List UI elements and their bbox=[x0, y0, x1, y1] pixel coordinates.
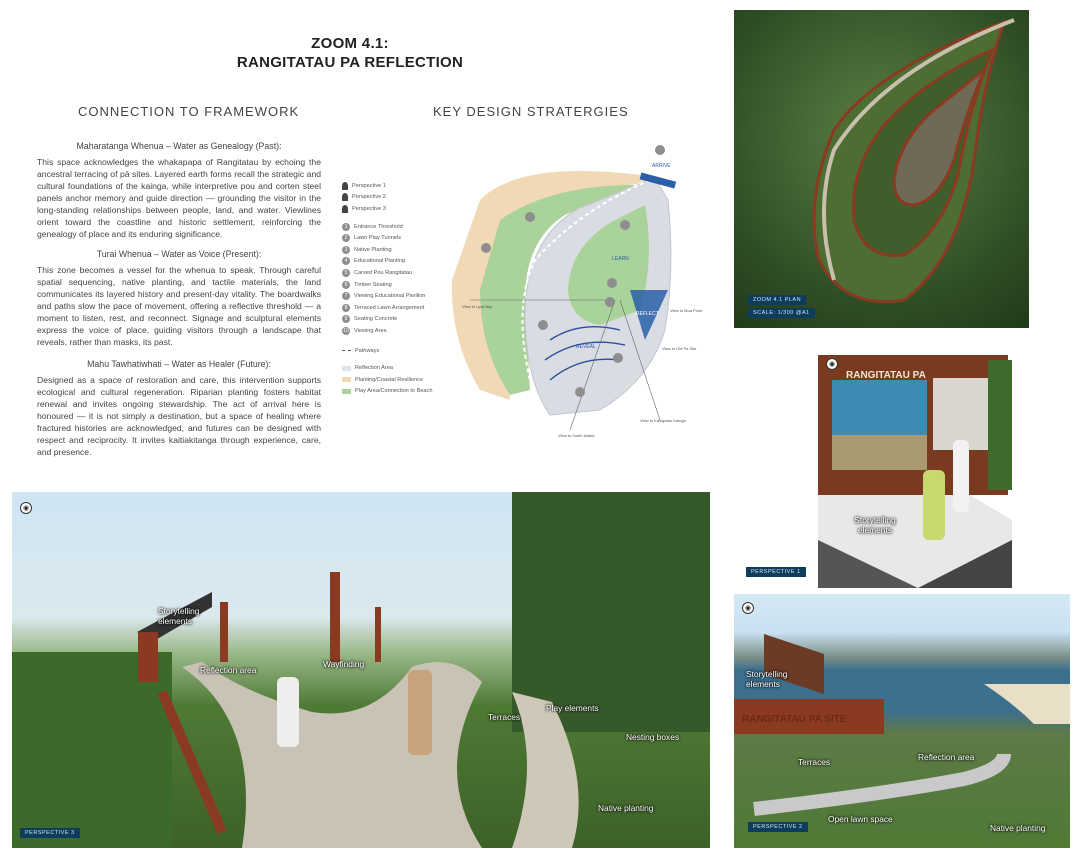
visitor-figure bbox=[277, 677, 299, 747]
legend-item: Pathways bbox=[355, 347, 380, 354]
pou-post bbox=[220, 602, 228, 662]
legend-item: Reflection Area bbox=[355, 365, 393, 372]
play-label: Play elements bbox=[546, 703, 599, 713]
legend-item: Carved Pou Rangitatau bbox=[354, 269, 413, 276]
plan-scale: SCALE: 1/300 @A1 bbox=[748, 308, 815, 318]
camera-icon: ◉ bbox=[742, 602, 754, 614]
section-body: This zone becomes a vessel for the whenua to speak. Through careful spatial sequencing, native planting, and tactile materials, the land communicates its layered history and present-day vitality. The boardwalks and paths slow the pace of movement, offering a reflective threshold — a moment to listen, rest, and reconnect. Signage and sculptural elements express the voice of place, guiding visitors through a landscape that reveals, rather than masks, its past. bbox=[37, 265, 321, 347]
visitor-figure bbox=[923, 470, 945, 540]
swatch bbox=[342, 377, 351, 382]
legend-item: Seating Concrete bbox=[354, 316, 398, 323]
site-diagram bbox=[440, 140, 720, 440]
perspective-2-tag: PERSPECTIVE 2 bbox=[748, 822, 808, 832]
storytelling-label: Storytelling elements bbox=[854, 515, 896, 535]
reflect-label: REFLECT bbox=[636, 311, 659, 317]
dash-icon bbox=[342, 350, 351, 351]
swatch bbox=[342, 366, 351, 371]
perspective-1-image bbox=[818, 350, 1012, 588]
pin-icon bbox=[342, 205, 348, 213]
view-note: View to Kaingatau Kainga bbox=[640, 418, 686, 423]
legend-item: Terraced Lawn Arrangement bbox=[354, 304, 425, 311]
native-plant bbox=[988, 360, 1012, 490]
sign-panel-map bbox=[933, 378, 988, 450]
legend-item: Native Planting bbox=[354, 246, 392, 253]
arrive-label: ARRIVE bbox=[652, 163, 671, 169]
reflection-label: Reflection area bbox=[918, 752, 975, 762]
pin-icon bbox=[342, 193, 348, 201]
marker-6 bbox=[605, 297, 615, 307]
legend-item: Educational Planting bbox=[354, 258, 406, 265]
pathway bbox=[754, 754, 1004, 809]
view-note: View to Moa Point bbox=[670, 308, 703, 313]
section-body: This space acknowledges the whakapapa of Rangitatau by echoing the ancestral terracing of pā sites. Layered earth forms recall the strategic and cultural foundations of the kainga, while interpretive pou and corten steel panels anchor memory and guide direction — grounding the visitor in the long-standing relationships between people, land, and water. Viewlines orient toward the coastline and historic settlement, reinforcing the genealogy of place and its enduring significance. bbox=[37, 157, 321, 239]
marker-5 bbox=[607, 278, 617, 288]
perspective-3-image bbox=[12, 492, 710, 848]
native-label: Native planting bbox=[990, 823, 1046, 833]
legend-item: Viewing Educational Pavilion bbox=[354, 293, 426, 300]
view-note: View to South Island bbox=[558, 433, 595, 438]
section-body: Designed as a space of restoration and care, this intervention supports ecological and cultural regeneration. Riparian planting fosters habitat renewal and invites ongoing stewardship. The act of arrival here is honoured — it is not simply a destination, but a space of healing where fractured histories are acknowledged, and futures can be designed with respect and reciprocity. It invites kaitiakitanga through experience, care, and presence. bbox=[37, 375, 321, 457]
marker-9 bbox=[613, 353, 623, 363]
legend-item: Timber Seating bbox=[354, 281, 392, 288]
marker-2 bbox=[525, 212, 535, 222]
view-note: View to Old Pa Site bbox=[662, 346, 697, 351]
nesting-label: Nesting boxes bbox=[626, 732, 680, 742]
pou-post bbox=[375, 607, 381, 662]
perspective-1-tag: PERSPECTIVE 1 bbox=[746, 567, 806, 577]
storytelling-label: Storytelling elements bbox=[746, 669, 788, 689]
map-legend: Perspective 1 Perspective 2 Perspective 3 1 Entrance Threshold 2 Lawn Play Tunnels 3 Native Planting 4 Educational Planting 5 Carved Pou Rangitatau 6 Timber Seating 7 Viewing Educational Pavilion 8 Terraced Lawn Arrangement 9 Seating Concrete 10 Viewing Area Pathways Reflection Area Planting/Coastal Resilience Play Area/Connection to Beach bbox=[343, 182, 433, 395]
sign-panel-shore bbox=[832, 435, 927, 470]
legend-item: Perspective 1 bbox=[352, 182, 386, 189]
marker-3 bbox=[481, 243, 491, 253]
marker-10 bbox=[575, 387, 585, 397]
marker-8 bbox=[538, 320, 548, 330]
pou-post bbox=[330, 572, 340, 662]
legend-item: Play Area/Connection to Beach bbox=[355, 388, 433, 395]
legend-item: Entrance Threshold bbox=[354, 223, 403, 230]
gravel-path bbox=[182, 662, 482, 848]
swatch bbox=[342, 389, 351, 394]
view-note: View to Lyall Bay bbox=[462, 304, 493, 309]
storytelling-label: Storytelling elements bbox=[158, 606, 200, 626]
legend-item: Lawn Play Tunnels bbox=[354, 235, 401, 242]
reveal-label: REVEAL bbox=[576, 344, 596, 350]
beach bbox=[984, 684, 1070, 724]
plan-view-image bbox=[734, 10, 1029, 328]
lawn-label: Open lawn space bbox=[828, 814, 893, 824]
visitor-figure bbox=[953, 440, 969, 512]
wayfinding-label: Wayfinding bbox=[323, 659, 365, 669]
section-heading: Turai Whenua – Water as Voice (Present): bbox=[96, 249, 262, 259]
legend-item: Perspective 3 bbox=[352, 205, 386, 212]
learn-label: LEARN bbox=[612, 256, 629, 262]
perspective-3-tag: PERSPECTIVE 3 bbox=[20, 828, 80, 838]
strategies-heading: KEY DESIGN STRATERGIES bbox=[433, 104, 629, 119]
camera-icon: ◉ bbox=[826, 358, 838, 370]
tree-cluster-right bbox=[512, 492, 710, 732]
reflection-label: Reflection area bbox=[200, 665, 257, 675]
plan-caption: ZOOM 4.1 PLAN bbox=[748, 295, 806, 305]
camera-icon: ◉ bbox=[20, 502, 32, 514]
section-heading: Mahu Tawhatiwhati – Water as Healer (Future): bbox=[87, 359, 271, 369]
legend-item: Planting/Coastal Resilience bbox=[355, 376, 424, 383]
marker-4 bbox=[620, 220, 630, 230]
page-title: ZOOM 4.1: RANGITATAU PA REFLECTION bbox=[236, 35, 464, 71]
terraces-label: Terraces bbox=[488, 712, 521, 722]
native-label: Native planting bbox=[598, 803, 654, 813]
perspective-2-image bbox=[734, 594, 1070, 848]
framework-heading: CONNECTION TO FRAMEWORK bbox=[78, 104, 300, 119]
legend-item: Perspective 2 bbox=[352, 194, 386, 201]
legend-item: Viewing Area bbox=[354, 327, 387, 334]
terraces-label: Terraces bbox=[798, 757, 831, 767]
marker-1 bbox=[655, 145, 665, 155]
sign-title: RANGITATAU PA SITE bbox=[742, 714, 847, 725]
pin-icon bbox=[342, 182, 348, 190]
visitor-figure bbox=[408, 670, 432, 755]
storytelling-panel bbox=[138, 632, 158, 682]
framework-text bbox=[37, 134, 321, 458]
sign-title: RANGITATAU PA bbox=[846, 370, 926, 381]
section-heading: Maharatanga Whenua – Water as Genealogy (Past): bbox=[76, 141, 282, 151]
